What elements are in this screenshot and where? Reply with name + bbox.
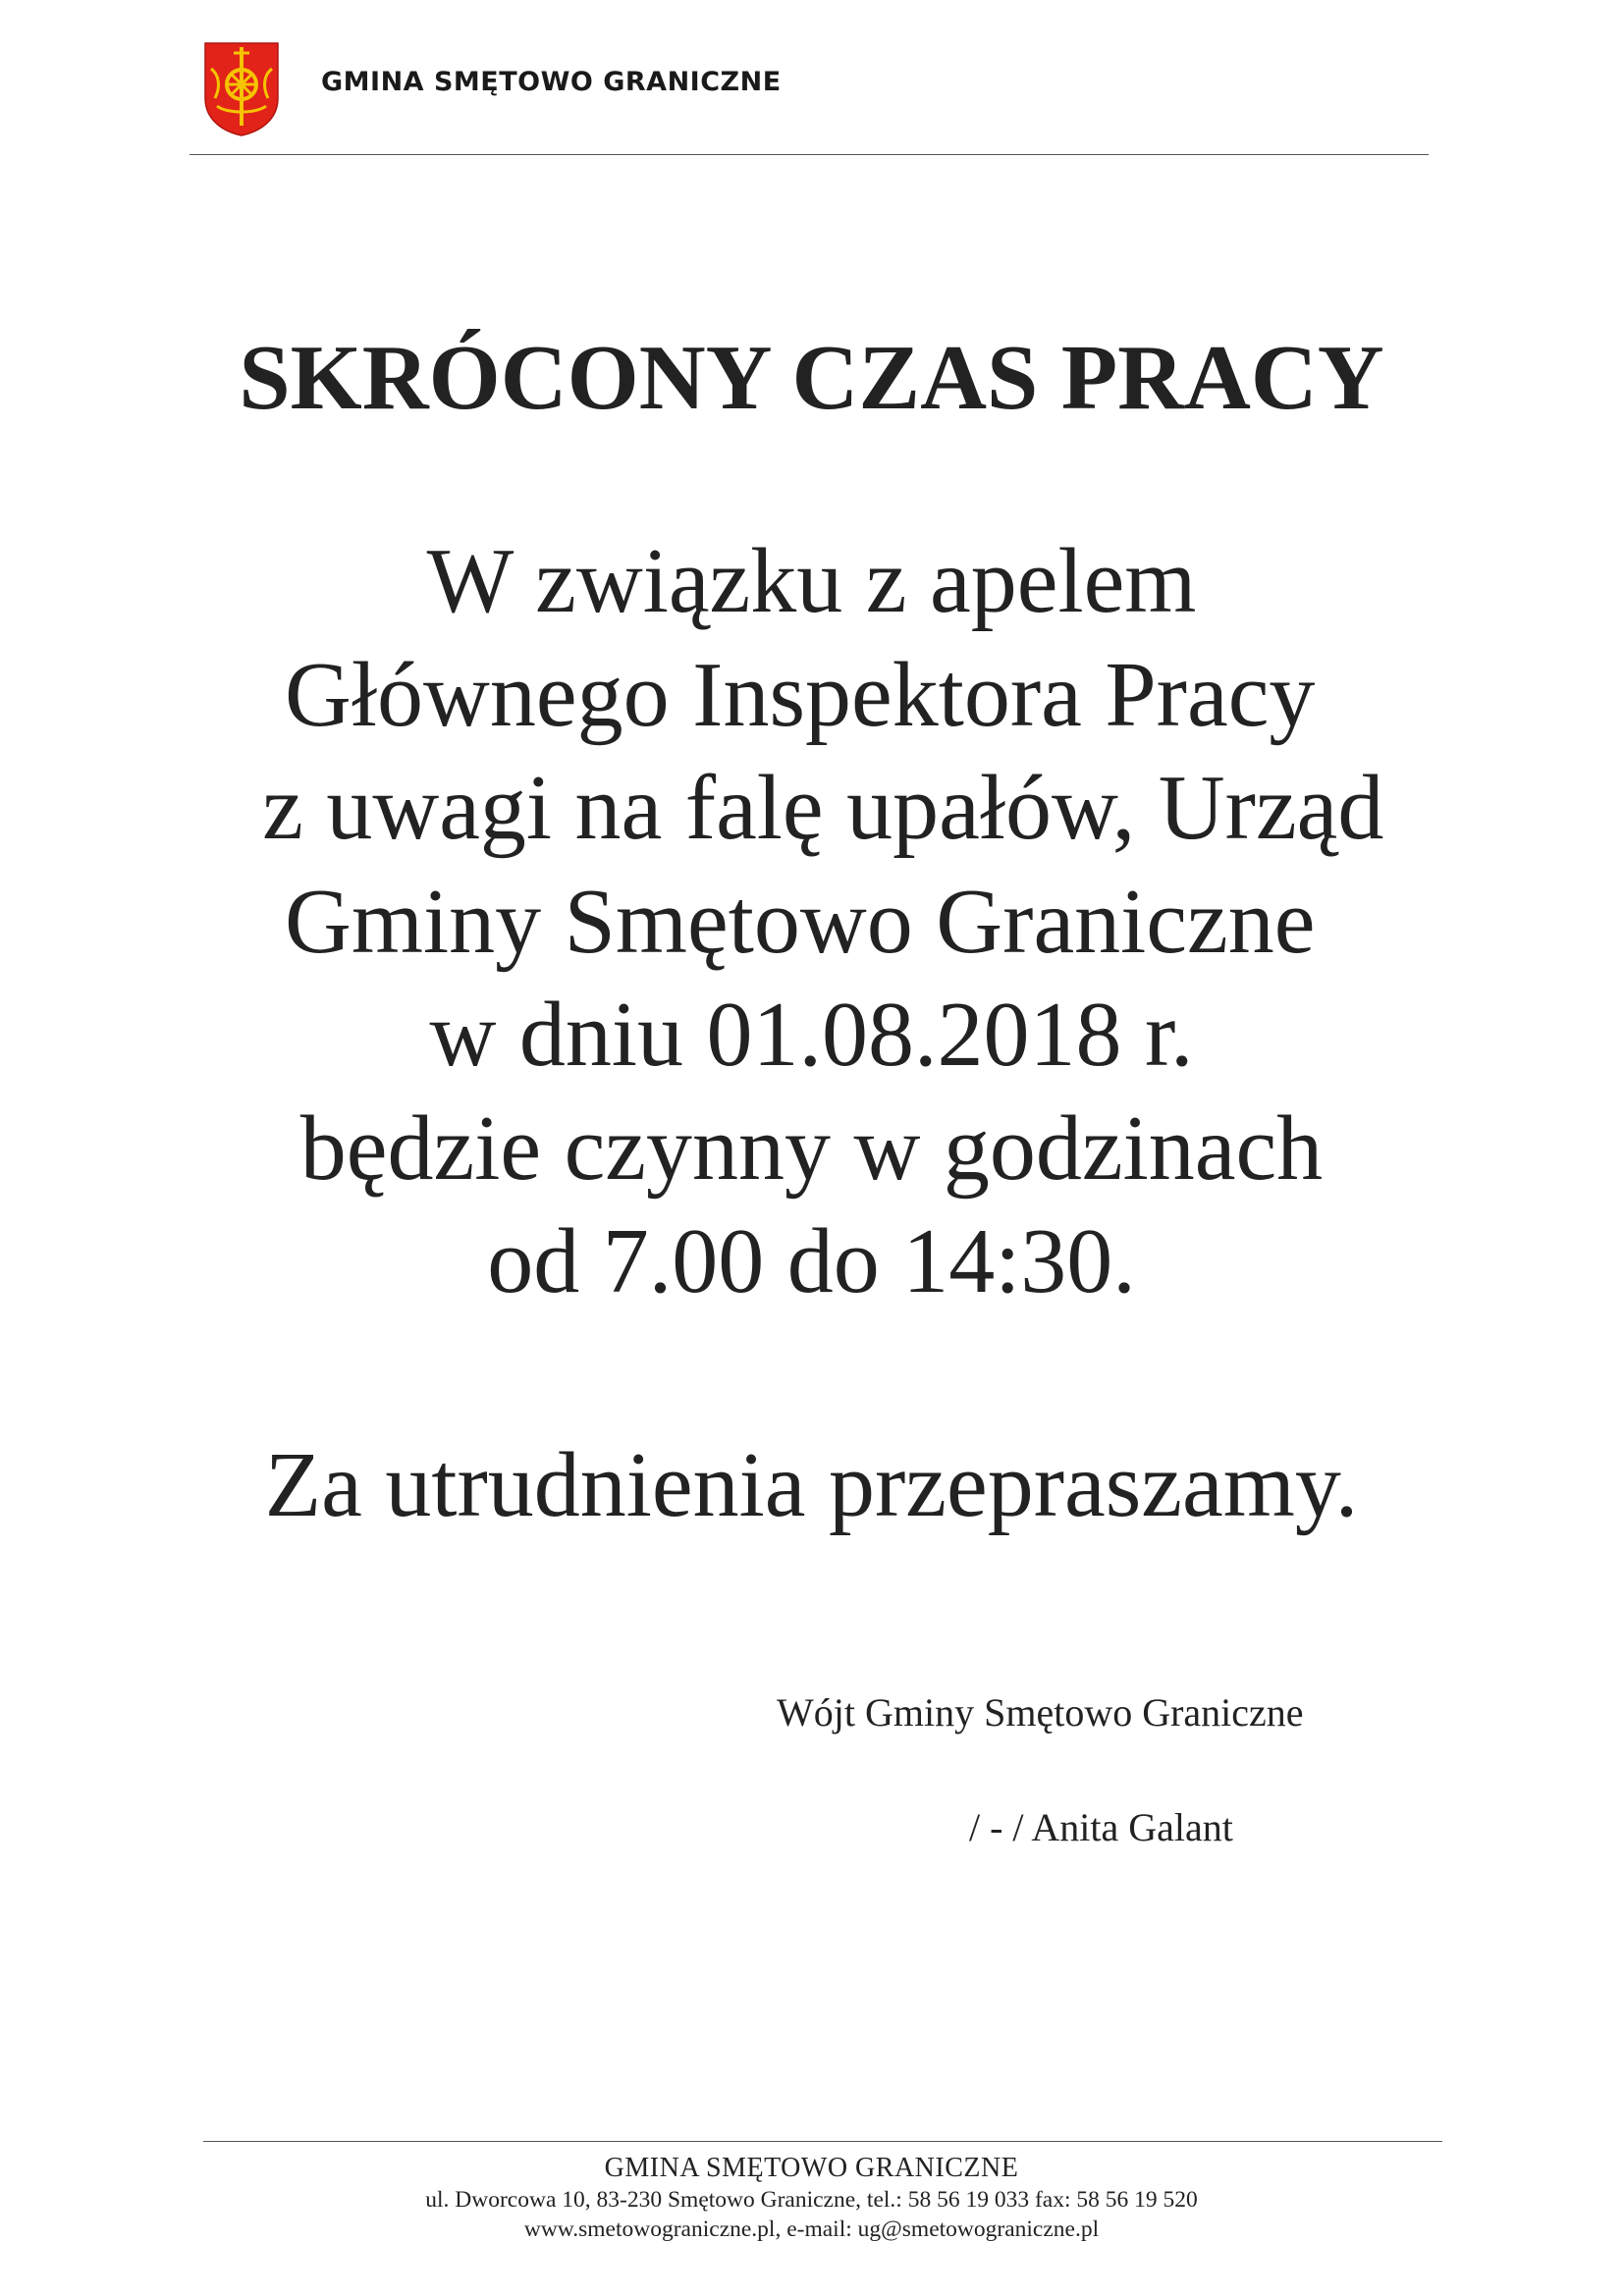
coat-of-arms-icon <box>203 41 280 137</box>
signature-title: Wójt Gminy Smętowo Graniczne <box>777 1690 1304 1735</box>
signature-name: / - / Anita Galant <box>969 1805 1233 1849</box>
letterhead-org-name: GMINA SMĘTOWO GRANICZNE <box>321 67 782 97</box>
footer-address: ul. Dworcowa 10, 83-230 Smętowo Graniczne, tel.: 58 56 19 033 fax: 58 56 19 520 <box>425 2187 1198 2213</box>
notice-body <box>0 525 1623 1319</box>
notice-line: w dniu 01.08.2018 r. <box>429 984 1194 1086</box>
footer-contact: www.smetowograniczne.pl, e-mail: ug@smetowograniczne.pl <box>523 2216 1100 2242</box>
notice-line: będzie czynny w godzinach <box>299 1096 1324 1200</box>
notice-line: od 7.00 do 14:30. <box>487 1210 1136 1312</box>
header-divider <box>189 154 1429 155</box>
letterhead <box>0 0 1623 157</box>
notice-line: W związku z apelem <box>426 530 1197 632</box>
notice-line: Gminy Smętowo Graniczne <box>285 870 1338 973</box>
apology-text: Za utrudnienia przepraszamy. <box>264 1434 1359 1536</box>
footer <box>0 2152 1623 2244</box>
footer-org-name: GMINA SMĘTOWO GRANICZNE <box>604 2153 1019 2183</box>
notice-line: Głównego Inspektora Pracy <box>285 643 1338 746</box>
notice-line: z uwagi na falę upałów, Urząd <box>239 757 1384 859</box>
footer-divider <box>203 2141 1442 2142</box>
notice-title: SKRÓCONY CZAS PRACY <box>239 327 1384 429</box>
